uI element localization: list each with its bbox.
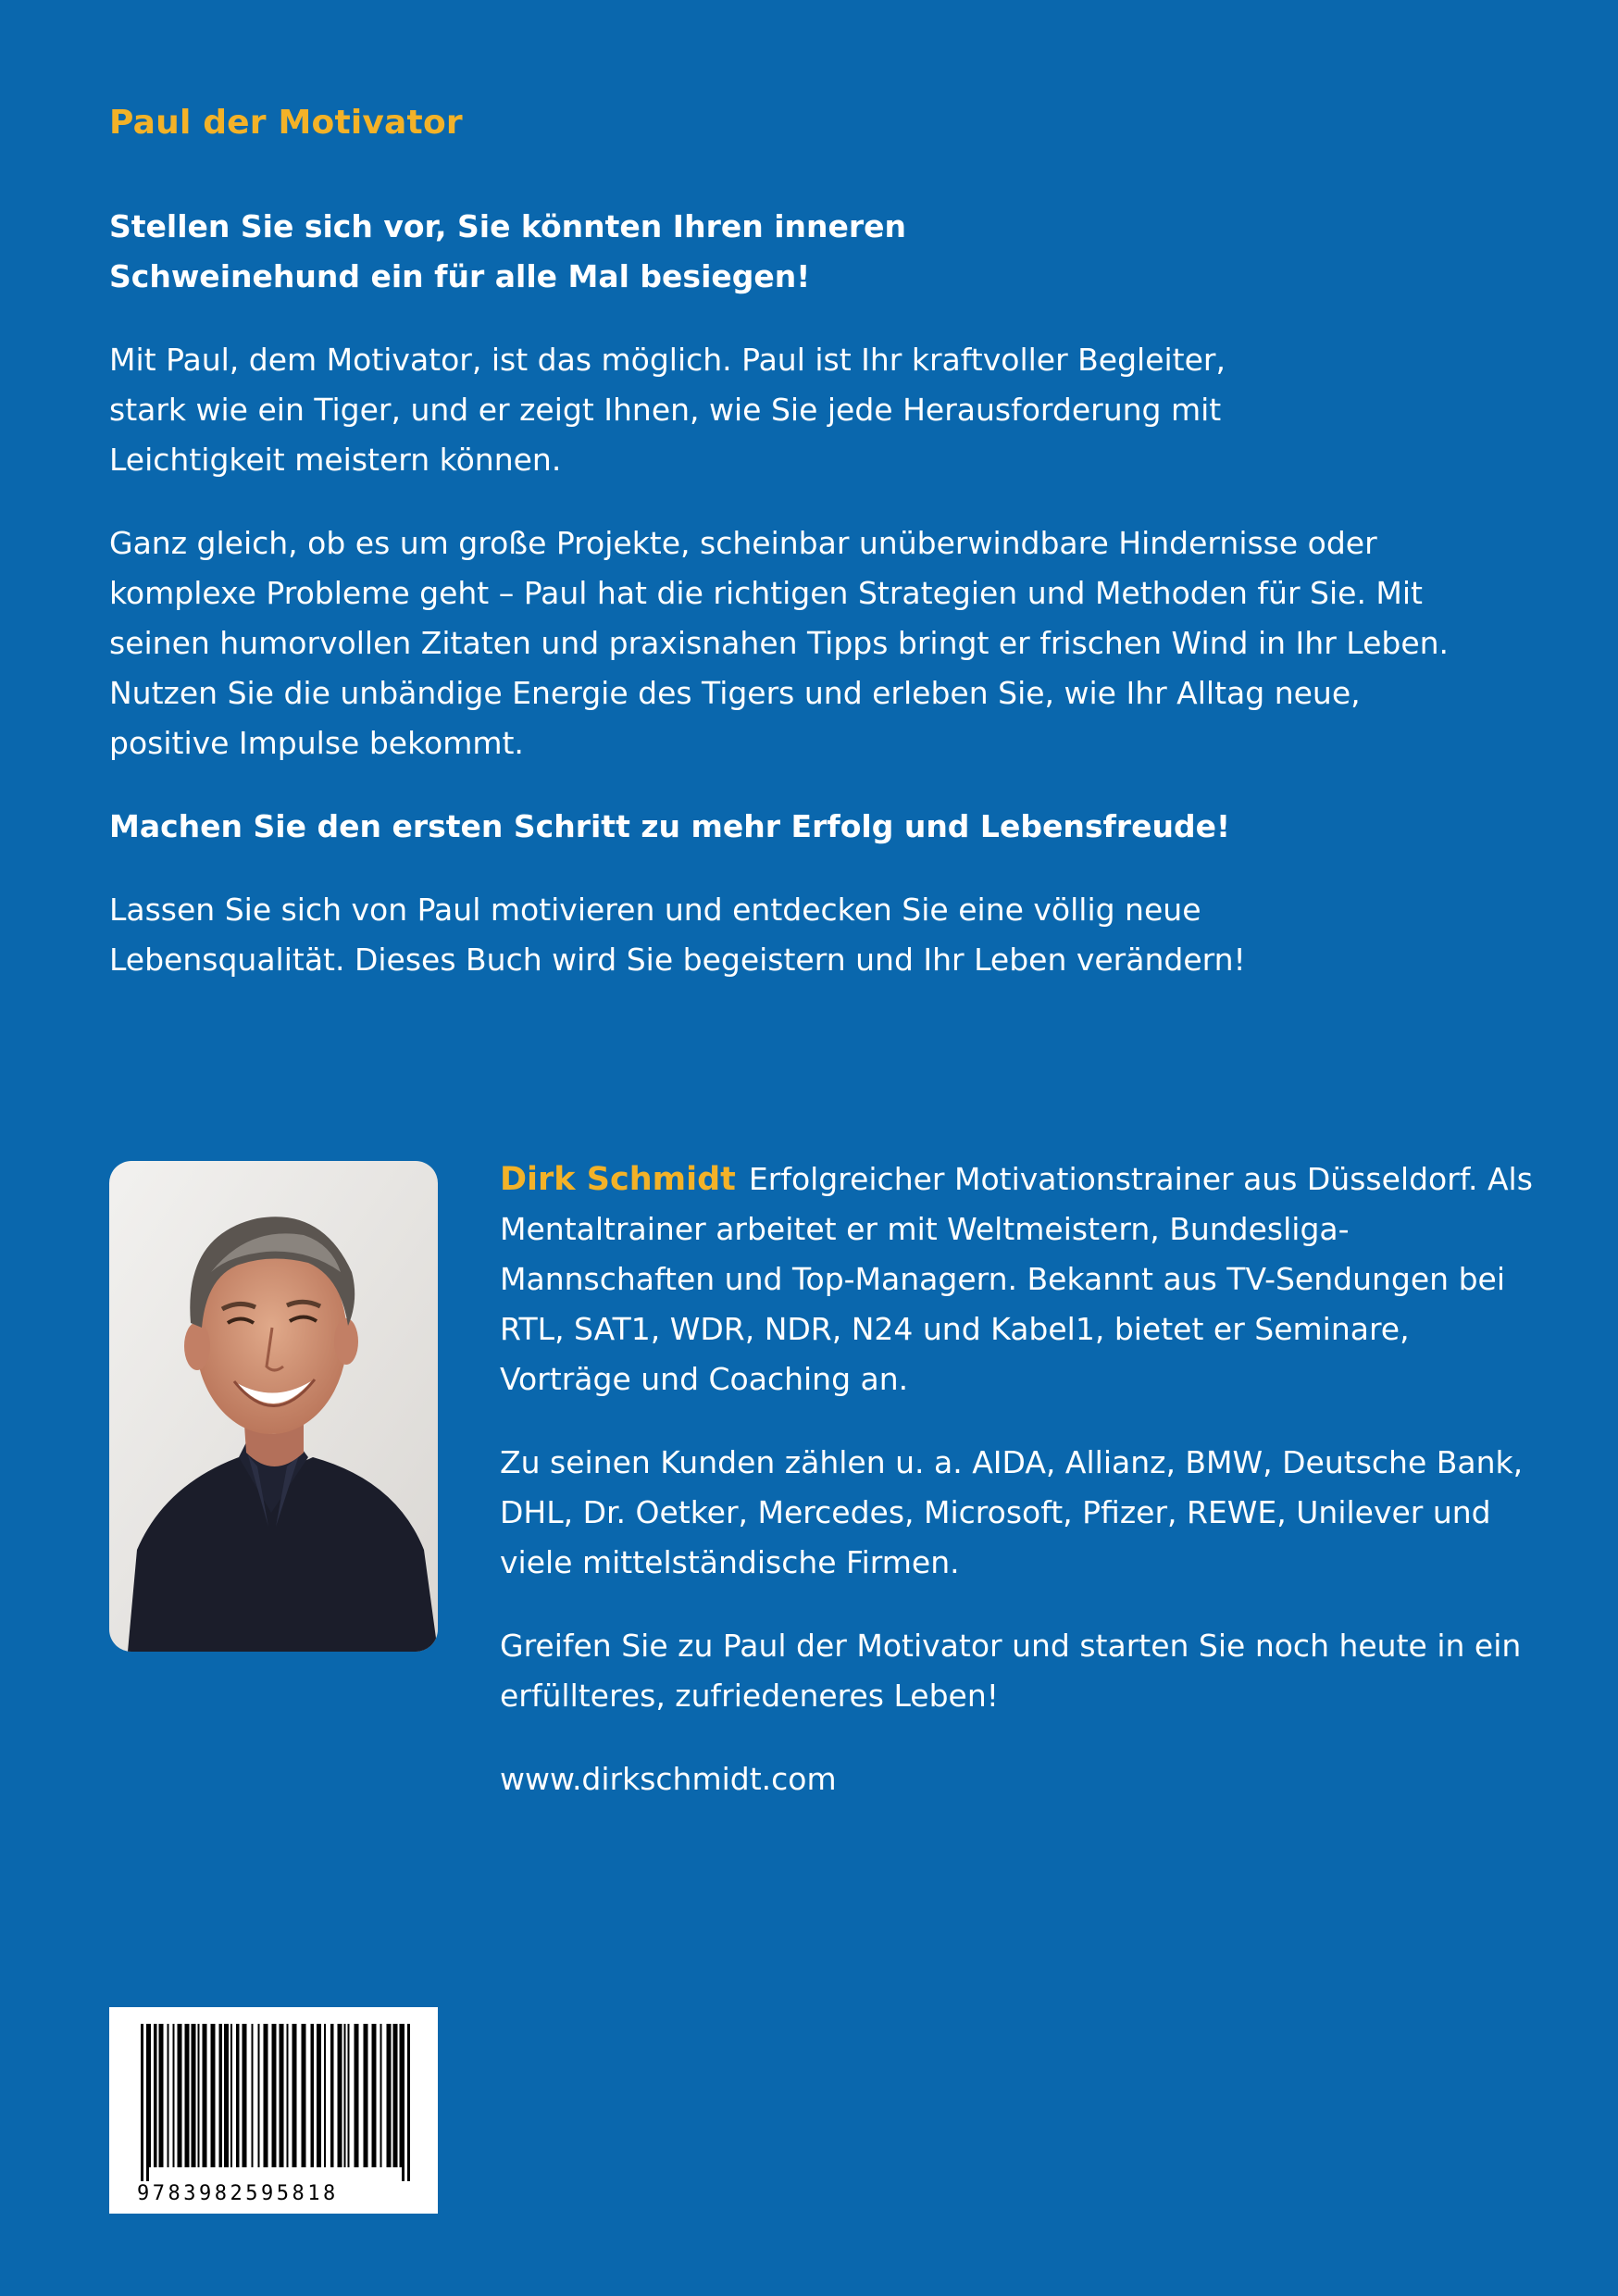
book-title: Paul der Motivator bbox=[109, 104, 463, 142]
barcode-bar bbox=[154, 2024, 157, 2167]
barcode-guard-bar bbox=[141, 2024, 143, 2181]
barcode-bar bbox=[393, 2024, 398, 2167]
author-website: www.dirkschmidt.com bbox=[500, 1761, 837, 1797]
barcode-bar bbox=[292, 2024, 297, 2167]
blurb-paragraph-3: Lassen Sie sich von Paul motivieren und entdecken Sie eine völlig neue Lebensqualität. Dieses Buch wird Sie begeistern und Ihr Leben verändern! bbox=[109, 892, 1246, 978]
author-bio-section bbox=[500, 1154, 1537, 1838]
barcode-bar bbox=[387, 2024, 392, 2167]
barcode-bar bbox=[211, 2024, 216, 2167]
barcode-guard-bar bbox=[402, 2024, 404, 2181]
barcode-bar bbox=[338, 2024, 342, 2167]
barcode-bar bbox=[236, 2024, 240, 2167]
barcode-bar bbox=[219, 2024, 223, 2167]
blurb-paragraph-2: Ganz gleich, ob es um große Projekte, scheinbar unüberwindbare Hindernisse oder komplexe Probleme geht – Paul hat die richtigen Strategien und Methoden für Sie. Mit seinen humorvollen Zitaten und praxisnahen Tipps bringt er frischen Wind in Ihr Leben. Nutzen Sie die unbändige Energie des Tigers und erleben Sie, wie Ihr Alltag neue, positive Impulse bekommt. bbox=[109, 525, 1450, 761]
author-clients: Zu seinen Kunden zählen u. a. AIDA, Allianz, BMW, Deutsche Bank, DHL, Dr. Oetker, Mercedes, Microsoft, Pfizer, REWE, Unilever und viele mittelständische Firmen. bbox=[500, 1444, 1524, 1580]
barcode-bar bbox=[258, 2024, 260, 2167]
blurb-paragraph-1: Mit Paul, dem Motivator, ist das möglich. Paul ist Ihr kraftvoller Begleiter, stark wie ein Tiger, und er zeigt Ihnen, wie Sie jede Herausforderung mit Leichtigkeit meistern können. bbox=[109, 342, 1226, 478]
barcode-graphic bbox=[109, 2007, 438, 2214]
barcode-bar bbox=[311, 2024, 315, 2167]
author-name: Dirk Schmidt bbox=[500, 1161, 736, 1198]
barcode-bar bbox=[302, 2024, 306, 2167]
barcode-bar bbox=[192, 2024, 196, 2167]
barcode-bar bbox=[372, 2024, 377, 2167]
barcode-bar bbox=[380, 2024, 382, 2167]
barcode-bar bbox=[317, 2024, 321, 2167]
barcode-bar bbox=[198, 2024, 200, 2167]
barcode-bar bbox=[287, 2024, 289, 2167]
barcode-bar bbox=[203, 2024, 207, 2167]
barcode-bar bbox=[185, 2024, 190, 2167]
blurb-headline: Stellen Sie sich vor, Sie könnten Ihren inneren Schweinehund ein für alle Mal besiegen! bbox=[109, 208, 907, 294]
barcode-bar bbox=[355, 2024, 359, 2167]
barcode-guard-bar bbox=[146, 2024, 149, 2181]
barcode-guard-bar bbox=[407, 2024, 410, 2181]
author-photo bbox=[109, 1161, 438, 1652]
barcode-bar bbox=[280, 2024, 284, 2167]
blurb-callout: Machen Sie den ersten Schritt zu mehr Erfolg und Lebensfreude! bbox=[109, 808, 1231, 844]
author-cta: Greifen Sie zu Paul der Motivator und starten Sie noch heute in ein erfüllteres, zufriedeneres Leben! bbox=[500, 1628, 1522, 1714]
barcode-digits: 9783982595818 bbox=[137, 2182, 339, 2205]
barcode-bar bbox=[159, 2024, 164, 2167]
barcode-bar bbox=[264, 2024, 268, 2167]
barcode-bar bbox=[324, 2024, 326, 2167]
blurb-section bbox=[109, 202, 1498, 1018]
barcode-bar bbox=[178, 2024, 182, 2167]
barcode-bar bbox=[272, 2024, 277, 2167]
author-intro bbox=[500, 1154, 1537, 1404]
barcode-bar bbox=[173, 2024, 175, 2167]
barcode-bar bbox=[330, 2024, 334, 2167]
barcode-bar bbox=[252, 2024, 254, 2167]
author-portrait-illustration bbox=[109, 1161, 438, 1652]
barcode-bar bbox=[149, 2024, 151, 2167]
isbn-barcode bbox=[109, 2007, 438, 2214]
barcode-bar bbox=[344, 2024, 346, 2167]
barcode-bar bbox=[243, 2024, 247, 2167]
author-bio: Erfolgreicher Motivationstrainer aus Düsseldorf. Als Mentaltrainer arbeitet er mit Weltmeistern, Bundesliga-Mannschaften und Top-Managern. Bekannt aus TV-Sendungen bei RTL, SAT1, WDR, NDR, N24 und Kabel1, bietet er Seminare, Vorträge und Coaching an. bbox=[500, 1161, 1533, 1397]
barcode-bar bbox=[230, 2024, 232, 2167]
barcode-bar bbox=[364, 2024, 368, 2167]
barcode-bar bbox=[348, 2024, 350, 2167]
barcode-bar bbox=[168, 2024, 169, 2167]
barcode-bar bbox=[224, 2024, 229, 2167]
